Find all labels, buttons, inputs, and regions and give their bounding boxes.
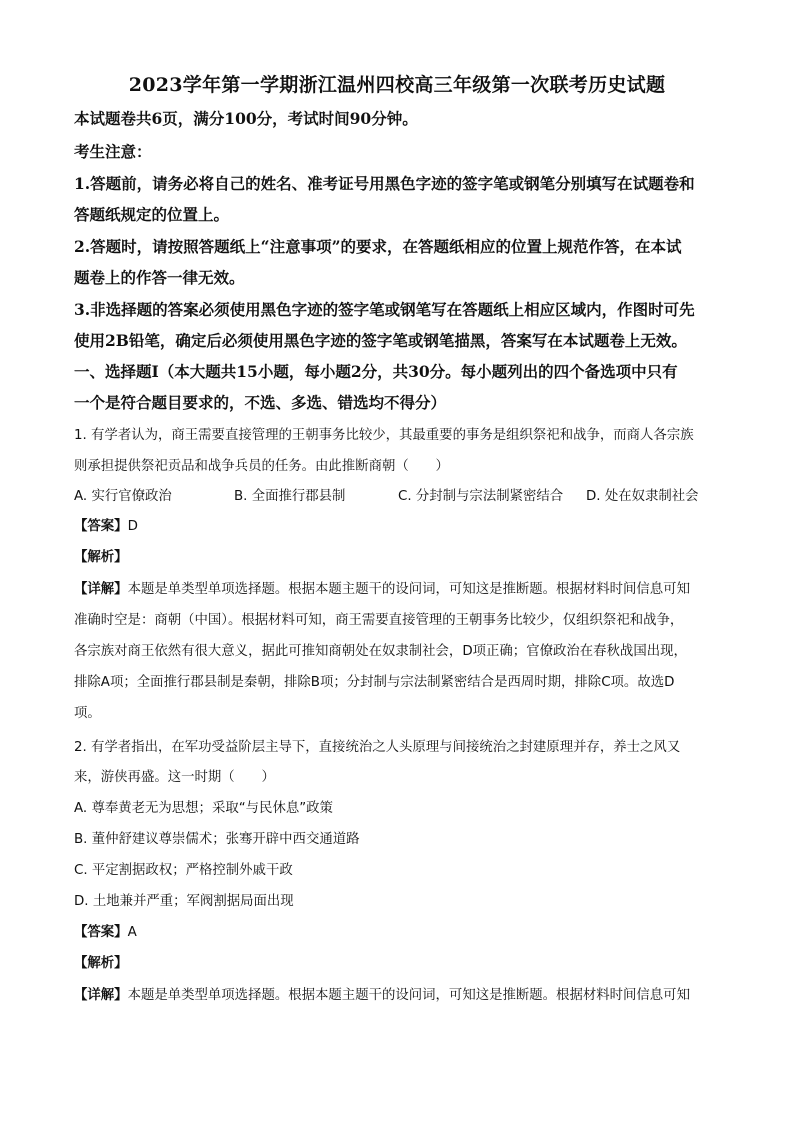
answer-tag: 【答案】 bbox=[74, 925, 128, 940]
answer-tag: 【答案】 bbox=[74, 519, 128, 534]
q1-answer bbox=[74, 515, 724, 534]
analysis-tag: 【解析】 bbox=[74, 550, 128, 565]
q2-option-a: A. 尊奉黄老无为思想；采取“与民休息”政策 bbox=[74, 801, 333, 816]
notice-line: 1.答题前，请务必将自己的姓名、准考证号用黑色字迹的签字笔或钢笔分别填写在试题卷和 bbox=[74, 174, 695, 193]
page-title: 2023学年第一学期浙江温州四校高三年级第一次联考历史试题 bbox=[128, 74, 666, 96]
q1-option-d: D. 处在奴隶制社会 bbox=[586, 489, 699, 504]
intro-line: 本试题卷共6页，满分100分，考试时间90分钟。 bbox=[74, 109, 418, 128]
q1-option-b: B. 全面推行郡县制 bbox=[234, 489, 346, 504]
q1-analysis bbox=[74, 546, 724, 565]
notice-line: 题卷上的作答一律无效。 bbox=[74, 268, 245, 287]
q1-stem-line: 1. 有学者认为，商王需要直接管理的王朝事务比较少，其最重要的事务是组织祭祀和战争，而商人各宗族 bbox=[74, 428, 694, 443]
q1-option-a: A. 实行官僚政治 bbox=[74, 489, 172, 504]
answer-value: D bbox=[127, 519, 138, 534]
detail-tag: 【详解】 bbox=[74, 582, 128, 597]
q2-answer bbox=[74, 921, 724, 940]
answer-value: A bbox=[127, 925, 137, 940]
q1-stem-line: 则承担提供祭祀贡品和战争兵员的任务。由此推断商朝（ ） bbox=[74, 459, 449, 474]
section-header-line: 一个是符合题目要求的，不选、多选、错选均不得分） bbox=[74, 393, 447, 412]
detail-tag: 【详解】 bbox=[74, 988, 128, 1003]
notice-line: 答题纸规定的位置上。 bbox=[74, 205, 230, 224]
q2-stem-line: 来，游侠再盛。这一时期（ ） bbox=[74, 770, 275, 785]
q2-option-b: B. 董仲舒建议尊崇儒术；张骞开辟中西交通道路 bbox=[74, 832, 360, 847]
q1-detail-line: 【详解】本题是单类型单项选择题。根据本题主题干的设问词，可知这是推断题。根据材料时间信息可知 bbox=[74, 582, 690, 597]
q1-detail-line: 准确时空是：商朝（中国）。根据材料可知，商王需要直接管理的王朝事务比较少，仅组织祭祀和战争， bbox=[74, 613, 684, 628]
q1-option-c: C. 分封制与宗法制紧密结合 bbox=[398, 489, 564, 504]
analysis-tag: 【解析】 bbox=[74, 956, 128, 971]
notice-line: 3.非选择题的答案必须使用黑色字迹的签字笔或钢笔写在答题纸上相应区域内，作图时可先 bbox=[74, 300, 695, 319]
q1-detail-line: 各宗族对商王依然有很大意义，据此可推知商朝处在奴隶制社会，D项正确；官僚政治在春秋战国出现， bbox=[74, 644, 687, 659]
q2-detail-line: 【详解】本题是单类型单项选择题。根据本题主题干的设问词，可知这是推断题。根据材料时间信息可知 bbox=[74, 988, 690, 1003]
q1-detail-line: 排除A项；全面推行郡县制是秦朝，排除B项；分封制与宗法制紧密结合是西周时期，排除C项。故选D bbox=[74, 675, 675, 690]
notice-line: 使用2B铅笔，确定后必须使用黑色字迹的签字笔或钢笔描黑，答案写在本试题卷上无效。 bbox=[74, 331, 687, 350]
notice-header: 考生注意： bbox=[74, 142, 152, 161]
q2-analysis bbox=[74, 952, 724, 971]
q1-detail-line: 项。 bbox=[74, 706, 101, 721]
notice-line: 2.答题时，请按照答题纸上“注意事项”的要求，在答题纸相应的位置上规范作答，在本试 bbox=[74, 237, 682, 256]
section-header-line: 一、选择题Ⅰ（本大题共15小题，每小题2分，共30分。每小题列出的四个备选项中只有 bbox=[74, 362, 678, 381]
q1-options bbox=[74, 485, 724, 504]
q2-option-d: D. 土地兼并严重；军阀割据局面出现 bbox=[74, 894, 294, 909]
q2-option-c: C. 平定割据政权；严格控制外戚干政 bbox=[74, 863, 293, 878]
q2-stem-line: 2. 有学者指出，在军功受益阶层主导下，直接统治之人头原理与间接统治之封建原理并存，养士之风又 bbox=[74, 740, 681, 755]
